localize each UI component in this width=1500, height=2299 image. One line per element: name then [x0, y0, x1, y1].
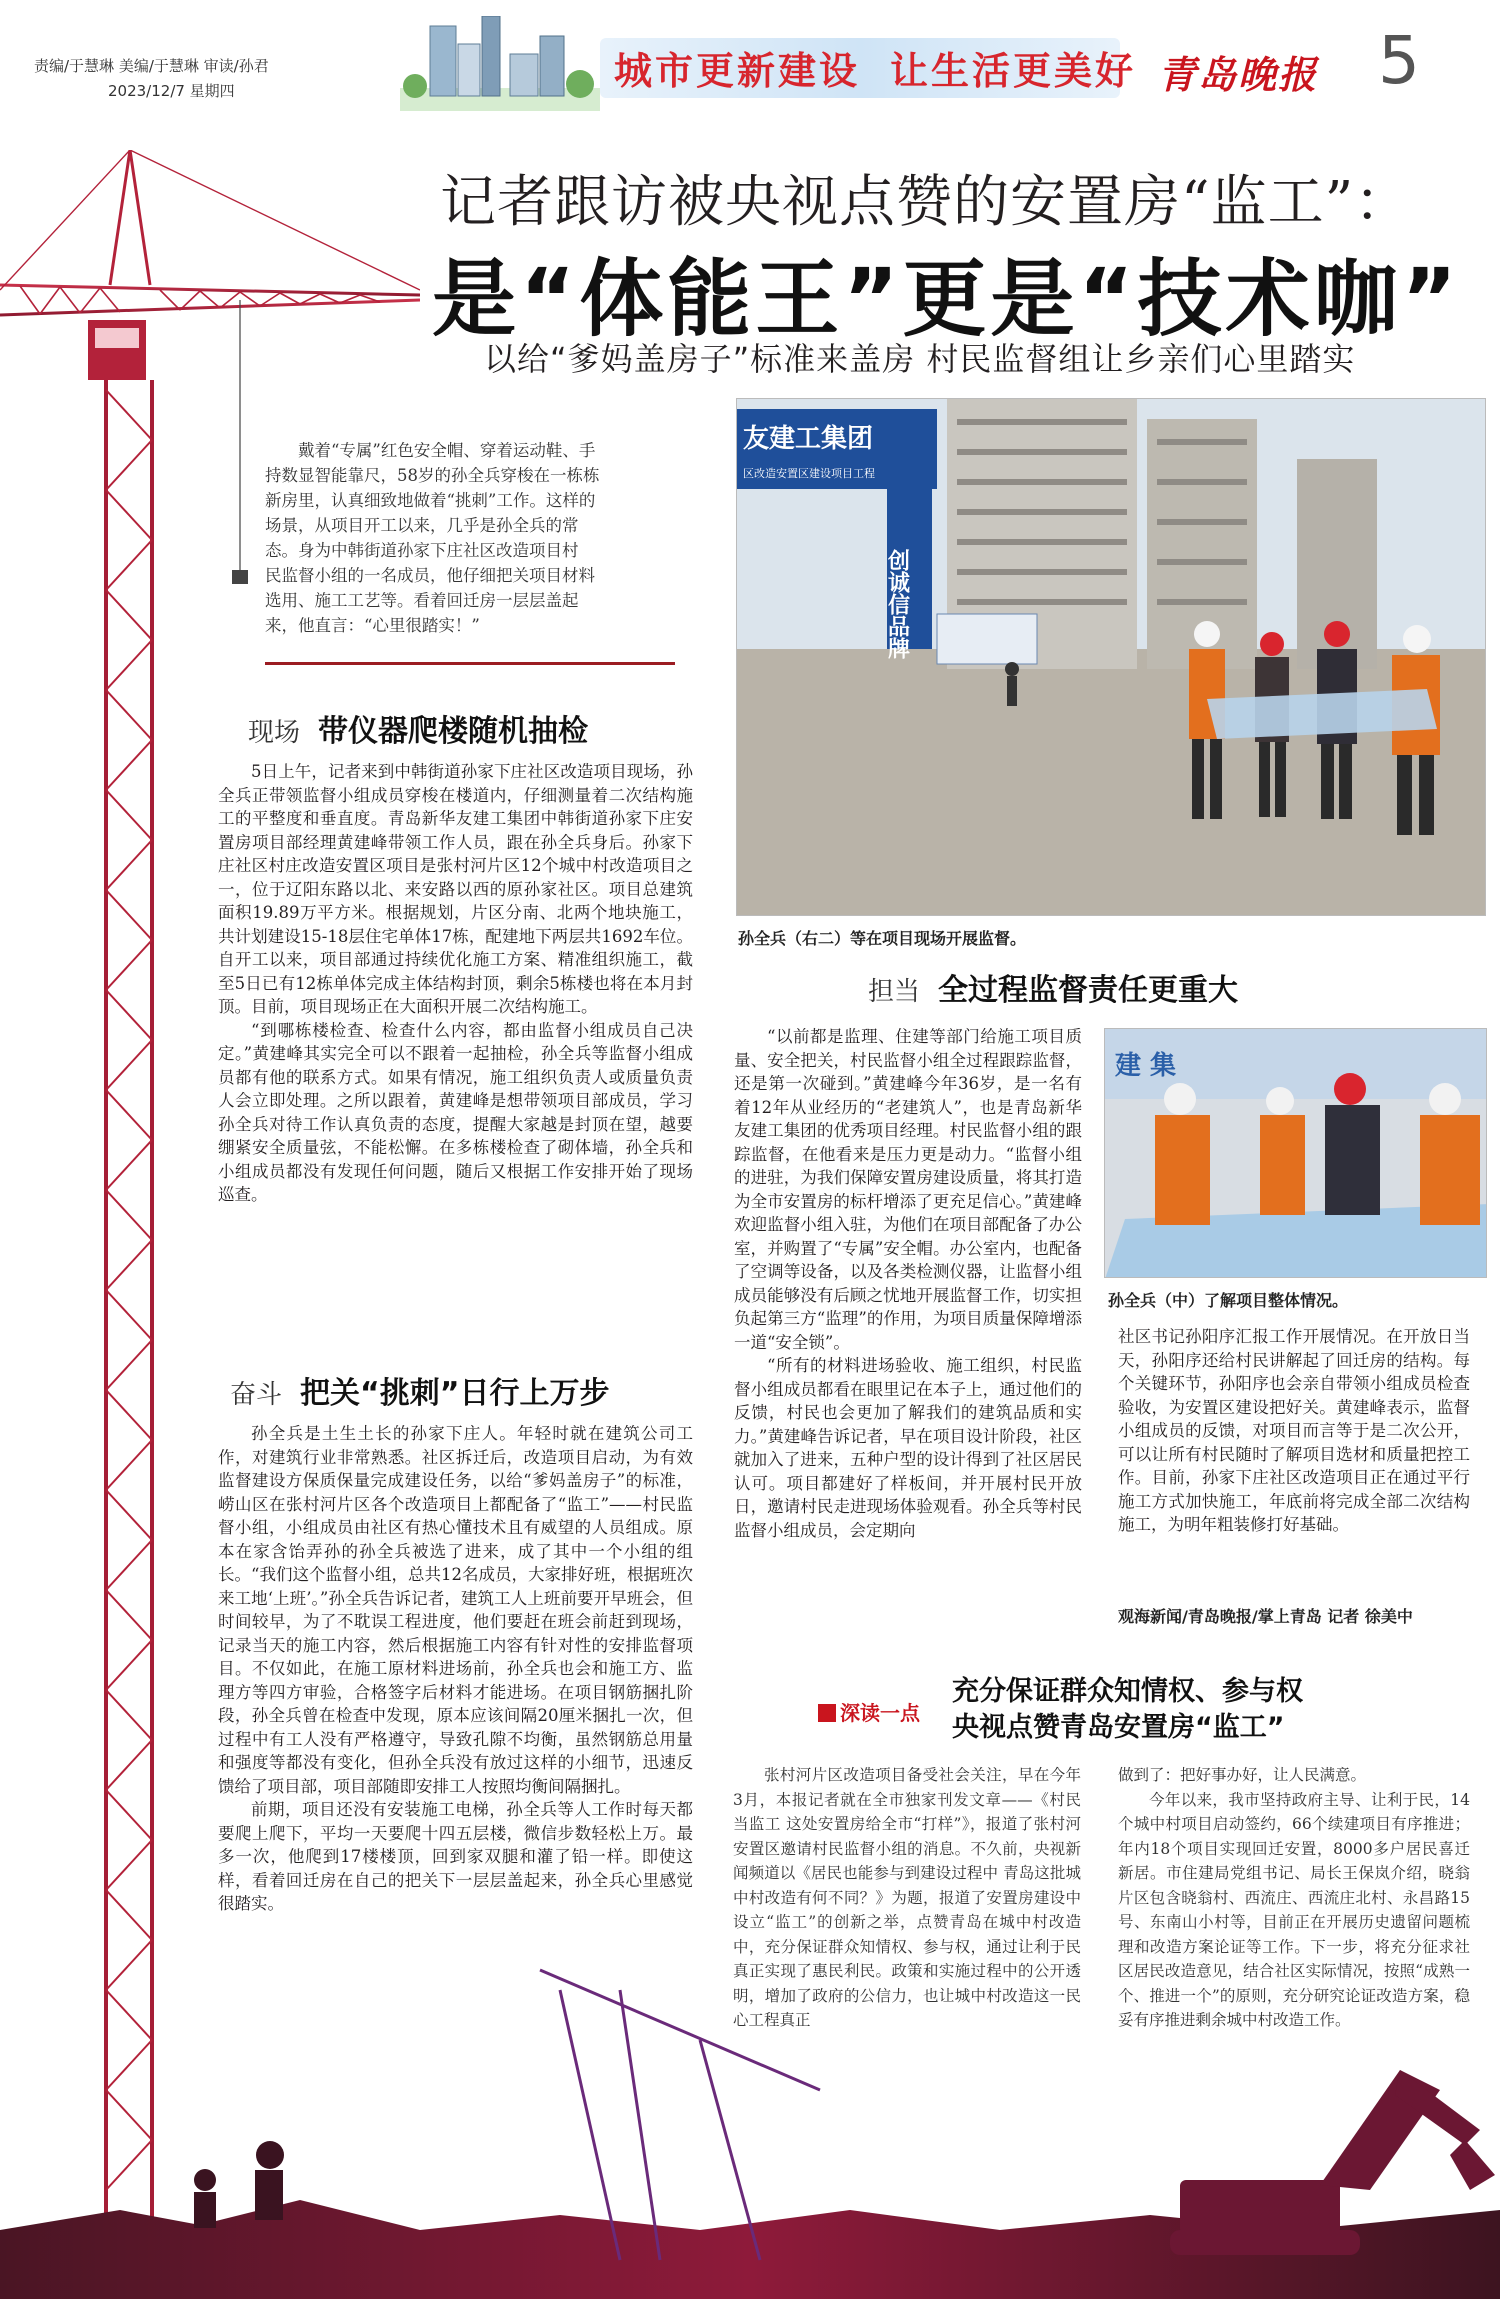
site-photo-review: [1104, 1028, 1487, 1278]
lead-divider: [265, 662, 675, 665]
section-header-responsibility: [868, 965, 1238, 1009]
paragraph: 孙全兵是土生土长的孙家下庄人。年轻时就在建筑公司工作，对建筑行业非常熟悉。社区拆迁后，改造项目启动，为有效监督建设方保质保量完成建设任务，以给“爹妈盖房子”的标准，崂山区在张村河片区各个改造项目上都配备了“监工”——村民监督小组，小组成员由社区有热心懂技术且有威望的人员组成。原本在家含饴弄孙的孙全兵被选了进来，成了其中一个小组的组长。“我们这个监督小组，总共12名成员，大家排好班，根据班次来工地‘上班’。”孙全兵告诉记者，建筑工人上班前要开早班会，但时间较早，为了不耽误工程进度，他们要赶在班会前赶到现场，记录当天的施工内容，然后根据施工内容有针对性的安排监督项目。不仅如此，在施工原材料进场前，孙全兵也会和施工方、监理方等四方审验，合格签字后材料才能进场。在项目钢筋捆扎阶段，孙全兵曾在检查中发现，原本应该间隔20厘米捆扎一次，但过程中有工人没有严格遵守，导致孔隙不均衡，虽然钢筋总用量和强度等都没有变化，但孙全兵没有放过这样的小细节，迅速反馈给了项目部，项目部随即安排工人按照均衡间隔捆扎。: [218, 1424, 693, 1796]
slogan-left: 城市更新建设: [614, 49, 861, 93]
headline-kicker: 记者跟访被央视点赞的安置房“监工”：: [440, 170, 1412, 235]
byline-source: 观海新闻/青岛晚报/掌上青岛 记者: [1118, 1607, 1360, 1626]
section-title: 把关“挑刺”日行上万步: [300, 1376, 610, 1411]
section-responsibility-continued: [1118, 1325, 1470, 1537]
lead-line: 新房里，认真细致地做着“挑刺”工作。这样的: [265, 491, 596, 510]
photo2-caption: 孙全兵（中）了解项目整体情况。: [1108, 1291, 1349, 1310]
commentary-title: [952, 1674, 1303, 1746]
section-tag: 现场: [248, 718, 301, 748]
section-tag: 奋斗: [230, 1380, 283, 1410]
paragraph: 张村河片区改造项目备受社会关注，早在今年3月，本报记者就在全市独家刊发文章——《村民当监工 这处安置房给全市“打样”》，报道了张村河安置区邀请村民监督小组的消息。不久前，央视新闻频道以《居民也能参与到建设过程中 青岛这批城中村改造有何不同？》为题，报道了安置房建设中设立“监工”的创新之举，点赞青岛在城中村改造中，充分保证群众知情权、参与权，通过让利于民真正实现了惠民利民。政策和实施过程中的公开透明，增加了政府的公信力，也让城中村改造这一民心工程真正: [733, 1766, 1081, 2029]
paragraph: “所有的材料进场验收、施工组织，村民监督小组成员都看在眼里记在本子上，通过他们的反馈，村民也会更加了解我们的建筑品质和实力。”黄建峰告诉记者，早在项目设计阶段，社区就加入了进来，五种户型的设计得到了社区居民认可。项目都建好了样板间，并开展村民开放日，邀请村民走进现场体验观看。孙全兵等村民监督小组成员，会定期向: [734, 1356, 1082, 1540]
page-number: 5: [1378, 22, 1420, 99]
commentary-label: 深读一点: [818, 1697, 920, 1726]
lead-line: 持数显智能靠尺，58岁的孙全兵穿梭在一栋栋: [265, 466, 600, 485]
lead-line: 态。身为中韩街道孙家下庄社区改造项目村: [265, 541, 579, 560]
lead-line: 民监督小组的一名成员，他仔细把关项目材料: [265, 566, 595, 585]
lead-line: 戴着“专属”红色安全帽、穿着运动鞋、手: [298, 441, 596, 460]
photo1-caption: 孙全兵（右二）等在项目现场开展监督。: [738, 929, 1027, 948]
lead-line: 来，他直言：“心里很踏实！”: [265, 616, 480, 635]
site-photo-supervision: [736, 398, 1486, 916]
commentary-body-left: [733, 1763, 1081, 2033]
headline-subtitle: 以给“爹妈盖房子”标准来盖房 村民监督组让乡亲们心里踏实: [484, 340, 1356, 378]
paragraph: “以前都是监理、住建等部门给施工项目质量、安全把关，村民监督小组全过程跟踪监督，还是第一次碰到。”黄建峰今年36岁，是一名有着12年从业经历的“老建筑人”，也是青岛新华友建工集团的优秀项目经理。村民监督小组的跟踪监督，在他看来是压力更是动力。“监督小组的进驻，为我们保障安置房建设质量，将其打造为全市安置房的标杆增添了更充足信心。”黄建峰欢迎监督小组入驻，为他们在项目部配备了办公室，并购置了“专属”安全帽。办公室内，也配备了空调等设备，以及各类检测仪器，让监督小组成员能够没有后顾之忧地开展监督工作，切实担负起第三方“监理”的作用，为项目质量保障增添一道“安全锁”。: [734, 1027, 1082, 1352]
lead-line: 选用、施工工艺等。看着回迁房一层层盖起: [265, 591, 579, 610]
section-title: 带仪器爬楼随机抽检: [318, 714, 589, 749]
city-buildings-icon: [400, 16, 600, 111]
section-header-struggle: [230, 1368, 609, 1412]
paragraph: 做到了：把好事办好，让人民满意。: [1118, 1766, 1367, 1784]
section-tag: 担当: [868, 977, 921, 1007]
section-responsibility-body: [734, 1025, 1082, 1542]
headline-main: 是“体能王”更是“技术咖”: [432, 250, 1461, 348]
slogan-right: 让生活更美好: [890, 49, 1137, 93]
photo-scene: [1105, 1029, 1487, 1278]
gate-pillar-text: 创诚信品牌: [884, 549, 910, 659]
paragraph: 前期，项目还没有安装施工电梯，孙全兵等人工作时每天都要爬上爬下，平均一天要爬十四五层楼，微信步数轻松上万。最多一次，他爬到17楼楼顶，回到家双腿和灌了铅一样。即使这样，看着回迁房在自己的把关下一层层盖起来，孙全兵心里感觉很踏实。: [218, 1800, 693, 1913]
photo-scene: [737, 399, 1486, 916]
lead-line: 场景，从项目开工以来，几乎是孙全兵的常: [265, 516, 579, 535]
reporter-byline: [1118, 1605, 1470, 1629]
reporter-name: 徐美中: [1364, 1607, 1413, 1626]
editor-credits: 责编/于慧琳 美编/于慧琳 审读/孙君: [34, 57, 269, 75]
section-header-scene: [248, 706, 588, 750]
paragraph: 今年以来，我市坚持政府主导、让利于民，14个城中村项目启动签约，66个续建项目有序推进；年内18个项目实现回迁安置，8000多户居民喜迁新居。市住建局党组书记、局长王保岚介绍，晓翁片区包含晓翁村、西流庄、西流庄北村、永昌路15号、东南山小村等，目前正在开展历史遗留问题梳理和改造方案论证等工作。下一步，将充分征求社区居民改造意见，结合社区实际情况，按照“成熟一个、推进一个”的原则，充分研究论证改造方案，稳妥有序推进剩余城中村改造工作。: [1118, 1790, 1470, 2029]
paragraph: 5日上午，记者来到中韩街道孙家下庄社区改造项目现场，孙全兵正带领监督小组成员穿梭在楼道内，仔细测量着二次结构施工的平整度和垂直度。青岛新华友建工集团中韩街道孙家下庄安置房项目部经理黄建峰带领工作人员，跟在孙全兵身后。孙家下庄社区村庄改造安置区项目是张村河片区12个城中村改造项目之一，位于辽阳东路以北、来安路以西的原孙家社区。项目总建筑面积19.89万平方米。根据规划，片区分南、北两个地块施工，共计划建设15-18层住宅单体17栋，配建地下两层共1692车位。自开工以来，项目部通过持续优化施工方案、精准组织施工，截至5日已有12栋单体完成主体结构封顶，剩余5栋楼也将在本月封顶。目前，项目现场正在大面积开展二次结构施工。: [218, 762, 693, 1016]
gate-sign-subtext: 区改造安置区建设项目工程: [743, 467, 875, 480]
section-scene-body: [218, 760, 693, 1207]
section-title: 全过程监督责任更重大: [938, 973, 1239, 1008]
banner-text: 建 集: [1115, 1051, 1177, 1081]
section-struggle-body: [218, 1422, 693, 1916]
lead-paragraph: [265, 438, 670, 638]
gate-sign-text: 友建工集团: [743, 424, 874, 454]
newspaper-logo: 青岛晚报: [1158, 52, 1319, 97]
commentary-title-line: 央视点赞青岛安置房“监工”: [952, 1712, 1285, 1743]
red-square-icon: [818, 1704, 836, 1722]
paragraph: 社区书记孙阳序汇报工作开展情况。在开放日当天，孙阳序还给村民讲解起了回迁房的结构。每个关键环节，孙阳序也会亲自带领小组成员检查验收，为安置区建设把好关。黄建峰表示，监督小组成员的反馈，对项目而言等于是二次公开，可以让所有村民随时了解项目选材和质量把控工作。目前，孙家下庄社区改造项目正在通过平行施工方式加快施工，年底前将完成全部二次结构施工，为明年粗装修打好基础。: [1118, 1327, 1470, 1534]
issue-date: 2023/12/7 星期四: [108, 82, 235, 100]
commentary-title-line: 充分保证群众知情权、参与权: [952, 1676, 1303, 1707]
commentary-body-right: [1118, 1763, 1470, 2033]
paragraph: “到哪栋楼检查、检查什么内容，都由监督小组成员自己决定。”黄建峰其实完全可以不跟着一起抽检，孙全兵等监督小组成员都有他的联系方式。如果有情况，施工组织负责人或质量负责人会立即处理。之所以跟着，黄建峰是想带领项目部成员，学习孙全兵对待工作认真负责的态度，提醒大家越是封顶在望，越要绷紧安全质量弦，不能松懈。在多栋楼检查了砌体墙，孙全兵和小组成员都没有发现任何问题，随后又根据工作安排开始了现场巡查。: [218, 1020, 693, 1204]
